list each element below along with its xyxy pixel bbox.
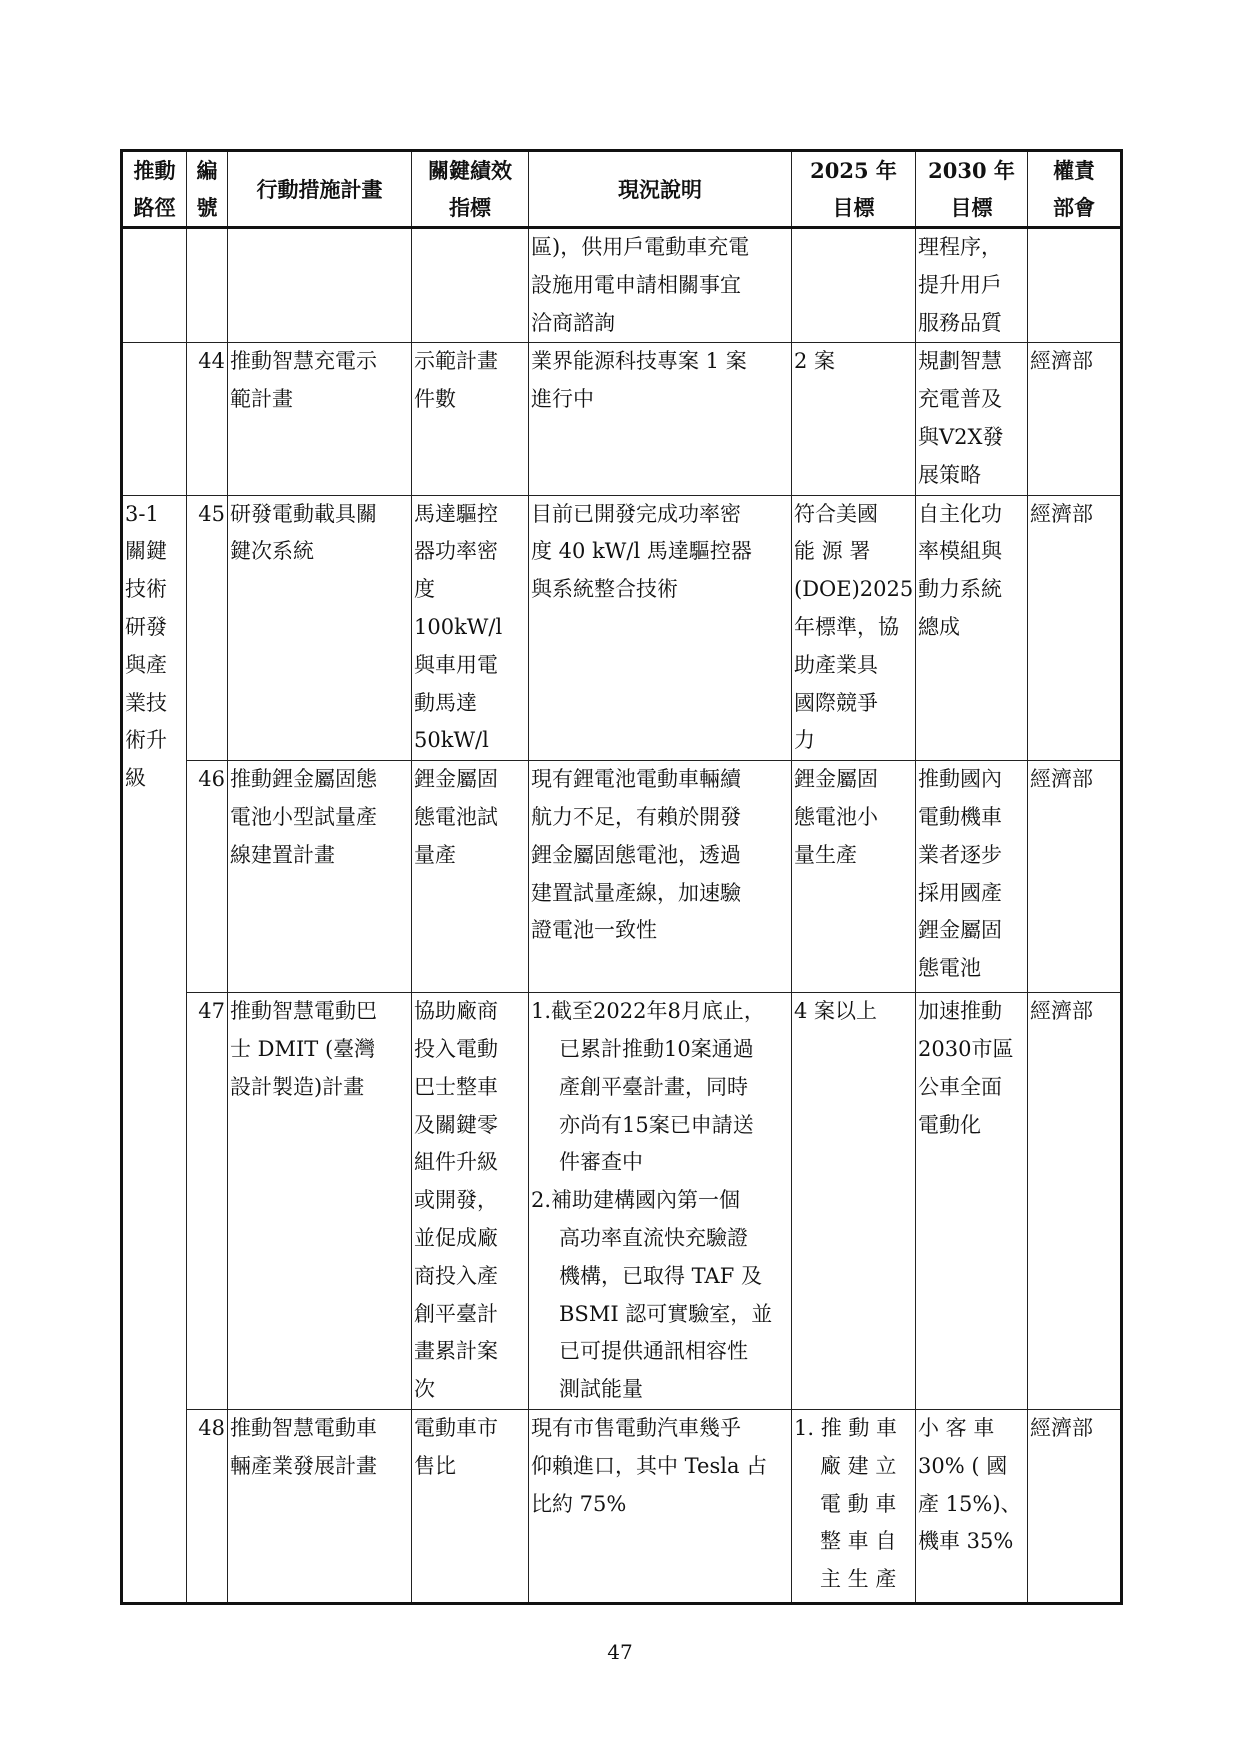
plan-cell: 研發電動載具關 鍵次系統	[228, 495, 412, 761]
plan-cell: 推動智慧充電示 範計畫	[228, 343, 412, 495]
kpi-cell: 馬達驅控 器功率密 度 100kW/l 與車用電 動馬達 50kW/l	[412, 495, 529, 761]
target-2030-cell: 推動國內 電動機車 業者逐步 採用國產 鋰金屬固 態電池	[916, 761, 1028, 993]
table-row	[122, 343, 1122, 495]
status-list-item: 2.補助建構國內第一個	[531, 1188, 741, 1213]
number-cell	[187, 228, 228, 343]
target-2025-cell: 4 案以上	[792, 993, 916, 1410]
number-cell: 46	[187, 761, 228, 993]
target-2030-cell: 理程序， 提升用戶 服務品質	[916, 228, 1028, 343]
header-status: 現況說明	[529, 151, 792, 228]
table-header-row	[122, 151, 1122, 228]
kpi-cell: 示範計畫 件數	[412, 343, 529, 495]
status-cell: 業界能源科技專案 1 案 進行中	[529, 343, 792, 495]
table-row	[122, 495, 1122, 761]
page-number: 47	[607, 1640, 633, 1664]
kpi-cell: 鋰金屬固 態電池試 量產	[412, 761, 529, 993]
target-2025-cell	[792, 228, 916, 343]
target-2025-cell: 鋰金屬固 態電池小 量生產	[792, 761, 916, 993]
header-plan: 行動措施計畫	[228, 151, 412, 228]
department-cell: 經濟部	[1028, 495, 1122, 761]
status-cell: 1.截至2022年8月底止， 已累計推動10案通過 產創平臺計畫，同時 亦尚有15案已申請送 件審查中 2.補助建構國內第一個 高功率直流快充驗證 機構，已取得 TAF 及 BSMI 認可實驗室，並 已可提供通訊相容性 測試能量	[529, 993, 792, 1410]
measures-table	[120, 149, 1123, 1605]
plan-cell: 推動智慧電動巴 士 DMIT (臺灣 設計製造)計畫	[228, 993, 412, 1410]
department-cell: 經濟部	[1028, 343, 1122, 495]
number-cell: 44	[187, 343, 228, 495]
table-row	[122, 228, 1122, 343]
header-kpi: 關鍵績效 指標	[412, 151, 529, 228]
status-cell: 現有市售電動汽車幾乎 仰賴進口，其中 Tesla 占 比約 75%	[529, 1409, 792, 1603]
target-2030-cell: 加速推動 2030市區 公車全面 電動化	[916, 993, 1028, 1410]
plan-cell: 推動智慧電動車 輛產業發展計畫	[228, 1409, 412, 1603]
header-target-2025: 2025 年 目標	[792, 151, 916, 228]
target-2030-cell: 規劃智慧 充電普及 與V2X發 展策略	[916, 343, 1028, 495]
number-cell: 48	[187, 1409, 228, 1603]
department-cell: 經濟部	[1028, 761, 1122, 993]
target-2030-cell: 小 客 車 30% ( 國 產 15%)、 機車 35%	[916, 1409, 1028, 1603]
status-list-item: 1.截至2022年8月底止，	[531, 999, 765, 1024]
status-cell: 區)，供用戶電動車充電 設施用電申請相關事宜 洽商諮詢	[529, 228, 792, 343]
table-row	[122, 1409, 1122, 1603]
header-department: 權責 部會	[1028, 151, 1122, 228]
department-cell	[1028, 228, 1122, 343]
department-cell: 經濟部	[1028, 993, 1122, 1410]
status-cell: 目前已開發完成功率密 度 40 kW/l 馬達驅控器 與系統整合技術	[529, 495, 792, 761]
number-cell: 45	[187, 495, 228, 761]
status-cell: 現有鋰電池電動車輛續 航力不足，有賴於開發 鋰金屬固態電池，透過 建置試量產線，加速驗 證電池一致性	[529, 761, 792, 993]
kpi-cell: 協助廠商 投入電動 巴士整車 及關鍵零 組件升級 或開發， 並促成廠 商投入產 創平臺計 畫累計案 次	[412, 993, 529, 1410]
plan-cell	[228, 228, 412, 343]
path-cell	[122, 343, 187, 495]
number-cell: 47	[187, 993, 228, 1410]
department-cell: 經濟部	[1028, 1409, 1122, 1603]
target-2025-cell: 2 案	[792, 343, 916, 495]
kpi-cell	[412, 228, 529, 343]
header-number: 編 號	[187, 151, 228, 228]
target-2025-cell: 1. 推 動 車 廠 建 立 電 動 車 整 車 自 主 生 產	[792, 1409, 916, 1603]
path-cell	[122, 228, 187, 343]
header-path: 推動 路徑	[122, 151, 187, 228]
table-row	[122, 993, 1122, 1410]
target-2030-cell: 自主化功 率模組與 動力系統 總成	[916, 495, 1028, 761]
header-target-2030: 2030 年 目標	[916, 151, 1028, 228]
kpi-cell: 電動車市 售比	[412, 1409, 529, 1603]
table-row	[122, 761, 1122, 993]
target-2025-cell: 符合美國 能 源 署 (DOE)2025 年標準，協 助產業具 國際競爭 力	[792, 495, 916, 761]
path-cell: 3-1 關鍵 技術 研發 與產 業技 術升 級	[122, 495, 187, 1603]
plan-cell: 推動鋰金屬固態 電池小型試量產 線建置計畫	[228, 761, 412, 993]
